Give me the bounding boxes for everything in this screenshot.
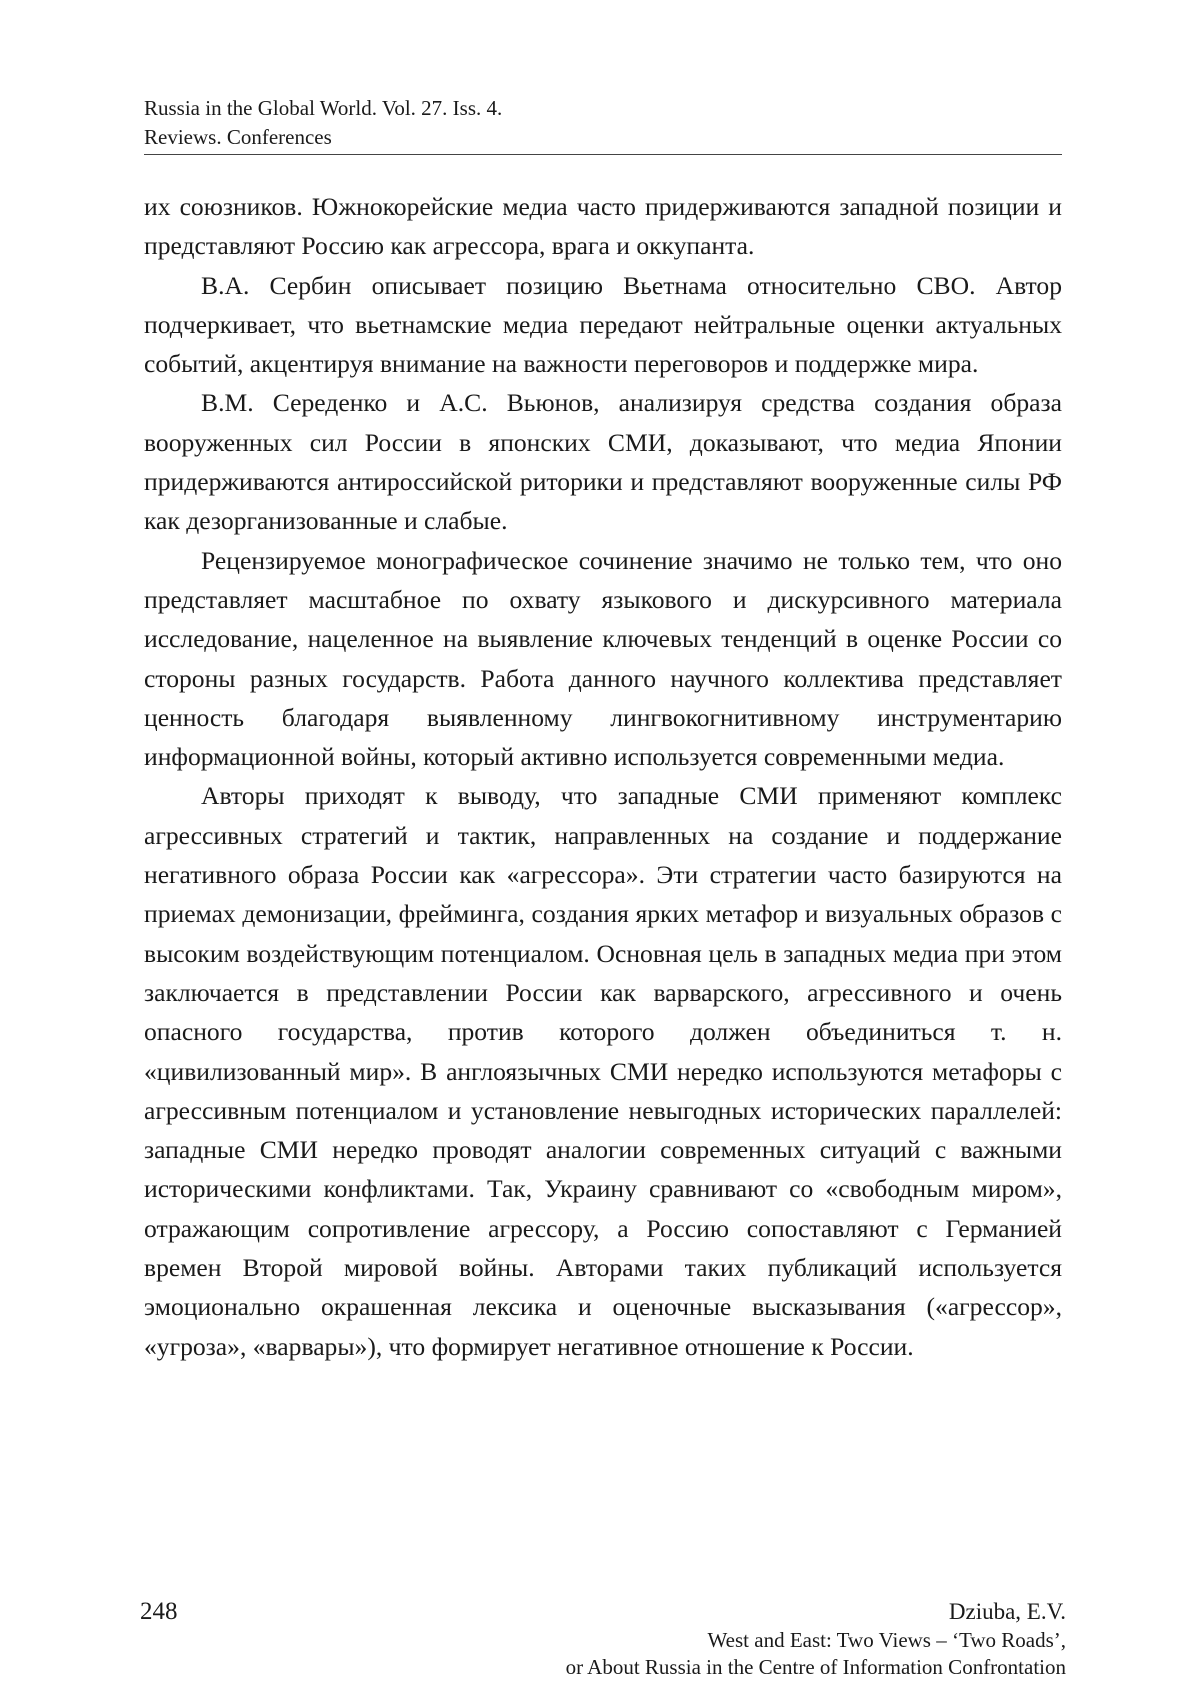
article-body <box>144 187 1062 1366</box>
paragraph-serbin: В.А. Сербин описывает позицию Вьетнама относительно СВО. Автор подчеркивает, что вьетнамские медиа передают нейтральные оценки актуальных событий, акцентируя внимание на важности переговоров и поддержке мира. <box>144 270 1062 379</box>
journal-title: Russia in the Global World. Vol. 27. Iss. 4. <box>144 96 503 120</box>
paragraph-seredenko: В.М. Середенко и А.С. Вьюнов, анализируя средства создания образа вооруженных сил России в японских СМИ, доказывают, что медиа Японии придерживаются антироссийской риторики и представляют вооруженные силы РФ как дезорганизованные и слабые. <box>144 388 1062 536</box>
footer-author: Dziuba, E.V. <box>948 1599 1066 1624</box>
running-footer <box>566 1597 1066 1681</box>
paragraph-review-significance: Рецензируемое монографическое сочинение значимо не только тем, что оно представляет масштабное по охвату языкового и дискурсивного материала исследование, нацеленное на выявление ключевых тенденций в оценке России со стороны разных государств. Работа данного научного коллектива представляет ценность благодаря выявленному лингвокогнитивному инструментарию информационной войны, который активно используется современными медиа. <box>144 545 1062 772</box>
paragraph-continued: их союзников. Южнокорейские медиа часто придерживаются западной позиции и представляют Россию как агрессора, врага и оккупанта. <box>144 192 1062 261</box>
footer-title-line2: or About Russia in the Centre of Information Confrontation <box>565 1655 1066 1679</box>
page-number: 248 <box>140 1598 178 1625</box>
section-title: Reviews. Conferences <box>144 125 332 149</box>
paragraph-conclusions: Авторы приходят к выводу, что западные СМИ применяют комплекс агрессивных стратегий и тактик, направленных на создание и поддержание негативного образа России как «агрессора». Эти стратегии часто базируются на приемах демонизации, фрейминга, создания ярких метафор и визуальных образов с высоким воздействующим потенциалом. Основная цель в западных медиа при этом заключается в представлении России как варварского, агрессивного и очень опасного государства, против которого должен объединиться т. н. «цивилизованный мир». В англоязычных СМИ нередко используются метафоры с агрессивным потенциалом и установление невыгодных исторических параллелей: западные СМИ нередко проводят аналогии современных ситуаций с важными историческими конфликтами. Так, Украину сравнивают со «свободным миром», отражающим сопротивление агрессору, а Россию сопоставляют с Германией времен Второй мировой войны. Авторами таких публикаций используется эмоционально окрашенная лексика и оценочные высказывания («агрессор», «угроза», «варвары»), что формирует негативное отношение к России. <box>144 781 1062 1361</box>
running-header <box>144 94 1062 155</box>
footer-title-line1: West and East: Two Views – ‘Two Roads’, <box>707 1628 1066 1652</box>
